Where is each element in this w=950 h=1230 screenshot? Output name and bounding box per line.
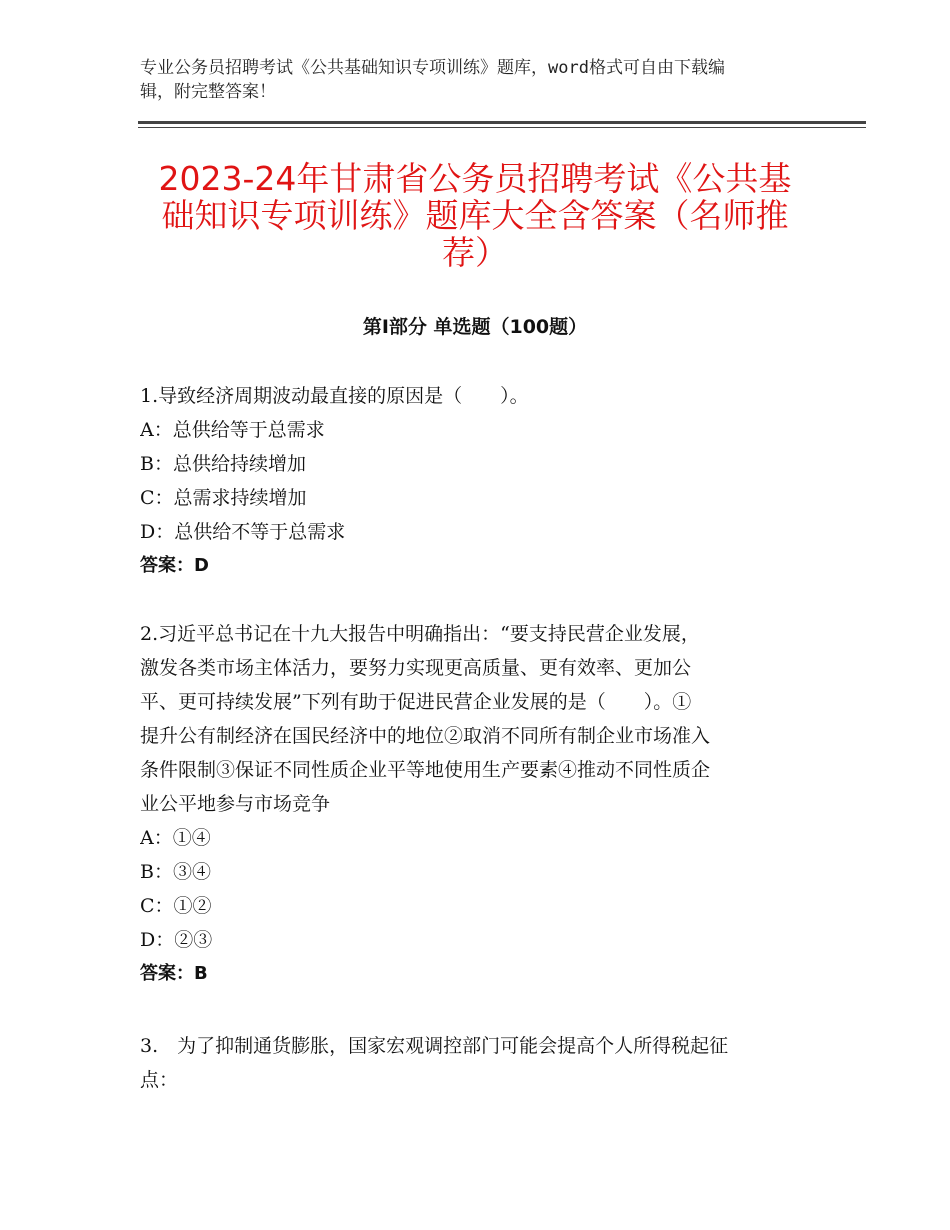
question-stem: 平、更可持续发展”下列有助于促进民营企业发展的是（ ）。①: [140, 691, 692, 713]
question-3: [140, 1029, 810, 1097]
header-divider-thin: [138, 127, 866, 128]
document-title-line: 础知识专项训练》题库大全含答案（名师推: [161, 196, 789, 235]
answer-label: 答案：D: [140, 555, 209, 576]
option-c: C：总需求持续增加: [140, 487, 307, 509]
answer-label: 答案：B: [140, 963, 208, 984]
question-stem: 条件限制③保证不同性质企业平等地使用生产要素④推动不同性质企: [140, 759, 711, 781]
question-stem: 3. 为了抑制通货膨胀，国家宏观调控部门可能会提高个人所得税起征: [140, 1035, 729, 1057]
option-b: B：总供给持续增加: [140, 453, 306, 475]
option-d: D：②③: [140, 929, 213, 951]
option-a: A：总供给等于总需求: [140, 419, 325, 441]
document-title-line: 2023-24年甘肃省公务员招聘考试《公共基: [158, 159, 792, 198]
option-c: C：①②: [140, 895, 212, 917]
question-stem: 点：: [140, 1069, 179, 1091]
option-a: A：①④: [140, 827, 211, 849]
header-note-line: 辑，附完整答案！: [140, 82, 276, 102]
section-heading: 第Ⅰ部分 单选题（100题）: [362, 316, 588, 338]
document-title-line: 荐）: [442, 233, 508, 272]
document-title: [140, 160, 810, 271]
question-stem: 激发各类市场主体活力，要努力实现更高质量、更有效率、更加公: [140, 657, 692, 679]
header-divider-thick: [138, 121, 866, 124]
header-note-line: 专业公务员招聘考试《公共基础知识专项训练》题库，word格式可自由下载编: [140, 58, 725, 78]
question-stem: 2.习近平总书记在十九大报告中明确指出：“要支持民营企业发展，: [140, 623, 700, 645]
question-stem: 提升公有制经济在国民经济中的地位②取消不同所有制企业市场准入: [140, 725, 711, 747]
question-2: [140, 617, 810, 991]
header-note: [140, 56, 830, 104]
question-stem: 业公平地参与市场竞争: [140, 793, 331, 815]
question-1: [140, 379, 810, 583]
option-d: D：总供给不等于总需求: [140, 521, 346, 543]
question-stem: 1.导致经济周期波动最直接的原因是（ ）。: [140, 385, 529, 407]
option-b: B：③④: [140, 861, 211, 883]
